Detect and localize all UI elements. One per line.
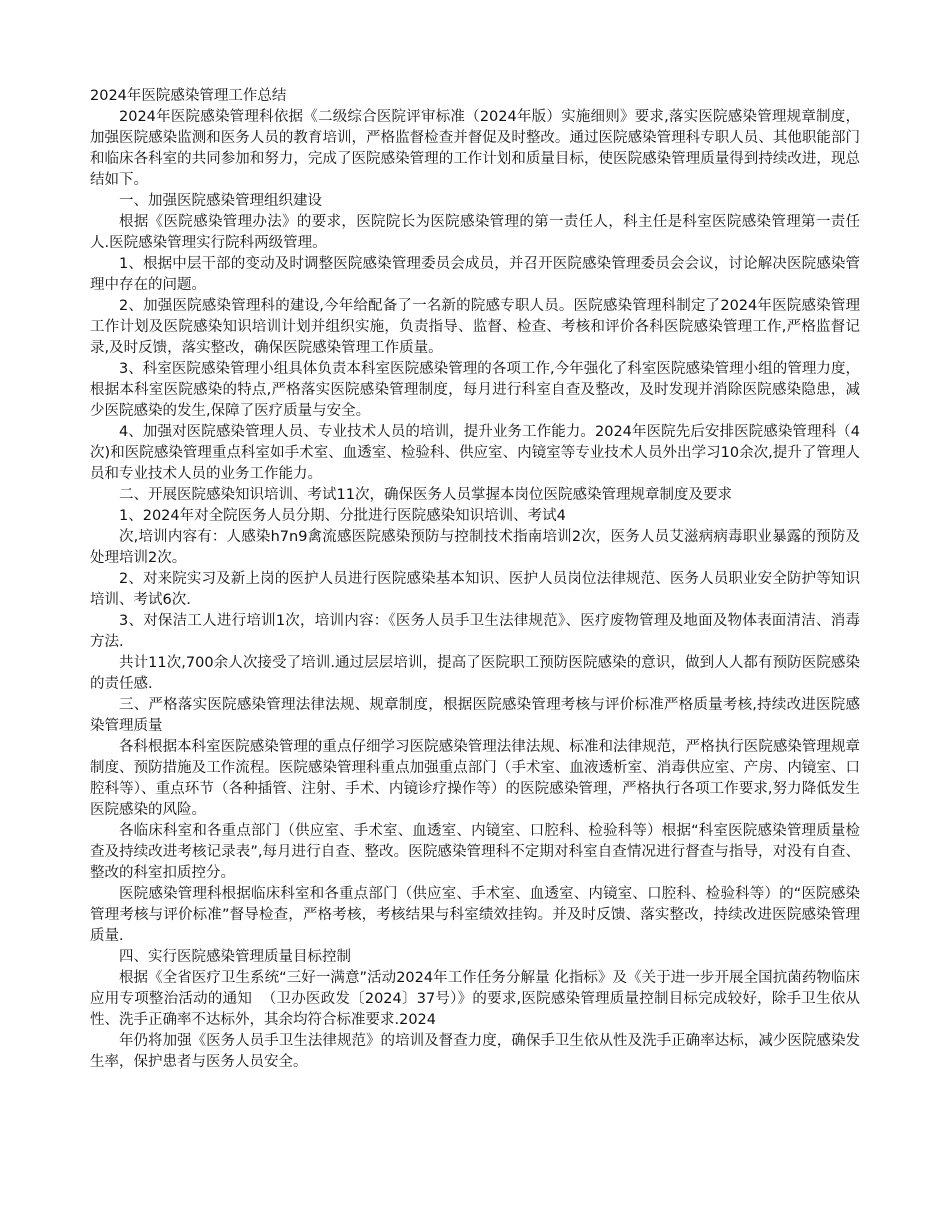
paragraph: 各科根据本科室医院感染管理的重点仔细学习医院感染管理法律法规、标准和法律规范，严格执行医院感染管理规章制度、预防措施及工作流程。医院感染管理科重点加强重点部门（手术室、血液透析室、消毒供应室、产房、内镜室、口腔科等）、重点环节（各种插管、注射、手术、内镜诊疗操作等）的医院感染管理，严格执行各项工作要求,努力降低发生医院感染的风险。: [90, 739, 860, 818]
section-heading-2: 二、开展医院感染知识培训、考试11次，确保医务人员掌握本岗位医院感染管理规章制度及要求: [119, 487, 732, 503]
section-heading-1: 一、加强医院感染管理组织建设: [119, 193, 322, 209]
paragraph: 根据《医院感染管理办法》的要求，医院院长为医院感染管理的第一责任人，科主任是科室医院感染管理第一责任人.医院感染管理实行院科两级管理。: [90, 214, 860, 251]
paragraph: 医院感染管理科根据临床科室和各重点部门（供应室、手术室、血透室、内镜室、口腔科、检验科等）的“医院感染管理考核与评价标准”督导检查，严格考核，考核结果与科室绩效挂钩。并及时反馈、落实整改，持续改进医院感染管理质量.: [90, 886, 860, 944]
document-page: [90, 86, 860, 1073]
list-item: 1、根据中层干部的变动及时调整医院感染管理委员会成员，并召开医院感染管理委员会会议，讨论解决医院感染管理中存在的问题。: [90, 256, 860, 293]
list-item: 3、对保洁工人进行培训1次，培训内容：《医务人员手卫生法律规范》、医疗废物管理及地面及物体表面清洁、消毒方法.: [90, 613, 860, 650]
paragraph: 根据《全省医疗卫生系统“三好一满意”活动2024年工作任务分解量 化指标》及《关于进一步开展全国抗菌药物临床应用专项整治活动的通知 （卫办医政发〔2024〕37号）》的要求,医院感染管理质量控制目标完成较好，除手卫生依从性、洗手正确率不达标外，其余均符合标准要求.2024: [90, 970, 860, 1028]
paragraph-intro: 2024年医院感染管理科依据《二级综合医院评审标准（2024年版）实施细则》要求,落实医院感染管理规章制度，加强医院感染监测和医务人员的教育培训，严格监督检查并督促及时整改。通过医院感染管理科专职人员、其他职能部门和临床各科室的共同参加和努力，完成了医院感染管理的工作计划和质量目标，使医院感染管理质量得到持续改进，现总结如下。: [90, 109, 860, 188]
list-item: 3、科室医院感染管理小组具体负责本科室医院感染管理的各项工作,今年强化了科室医院感染管理小组的管理力度，根据本科室医院感染的特点,严格落实医院感染管理制度，每月进行科室自查及整改，及时发现并消除医院感染隐患，减少医院感染的发生,保障了医疗质量与安全。: [90, 361, 860, 419]
list-item: 4、加强对医院感染管理人员、专业技术人员的培训，提升业务工作能力。2024年医院先后安排医院感染管理科（4次)和医院感染管理重点科室如手术室、血透室、检验科、供应室、内镜室等专业技术人员外出学习10余次,提升了管理人员和专业技术人员的业务工作能力。: [90, 424, 860, 482]
list-item: 2、加强医院感染管理科的建设,今年给配备了一名新的院感专职人员。医院感染管理科制定了2024年医院感染管理工作计划及医院感染知识培训计划并组织实施，负责指导、监督、检查、考核和评价各科医院感染管理工作,严格监督记录,及时反馈，落实整改，确保医院感染管理工作质量。: [90, 298, 860, 356]
list-item: 2、对来院实习及新上岗的医护人员进行医院感染基本知识、医护人员岗位法律规范、医务人员职业安全防护等知识培训、考试6次.: [90, 571, 860, 608]
section-heading-3: 三、严格落实医院感染管理法律法规、规章制度，根据医院感染管理考核与评价标准严格质量考核,持续改进医院感染管理质量: [90, 697, 860, 734]
list-item: 1、2024年对全院医务人员分期、分批进行医院感染知识培训、考试4: [119, 508, 566, 524]
section-heading-4: 四、实行医院感染管理质量目标控制: [119, 949, 351, 965]
paragraph: 年仍将加强《医务人员手卫生法律规范》的培训及督查力度，确保手卫生依从性及洗手正确率达标，减少医院感染发生率，保护患者与医务人员安全。: [90, 1033, 860, 1070]
paragraph: 共计11次,700余人次接受了培训.通过层层培训，提高了医院职工预防医院感染的意识，做到人人都有预防医院感染的责任感.: [90, 655, 860, 692]
paragraph: 各临床科室和各重点部门（供应室、手术室、血透室、内镜室、口腔科、检验科等）根据“科室医院感染管理质量检查及持续改进考核记录表”,每月进行自查、整改。医院感染管理科不定期对科室自查情况进行督查与指导，对没有自查、整改的科室扣质控分。: [90, 823, 860, 881]
document-title: 2024年医院感染管理工作总结: [90, 88, 287, 104]
paragraph: 次,培训内容有：人感染h7n9禽流感医院感染预防与控制技术指南培训2次，医务人员艾滋病病毒职业暴露的预防及处理培训2次。: [90, 529, 860, 566]
document-body: [90, 107, 860, 1073]
